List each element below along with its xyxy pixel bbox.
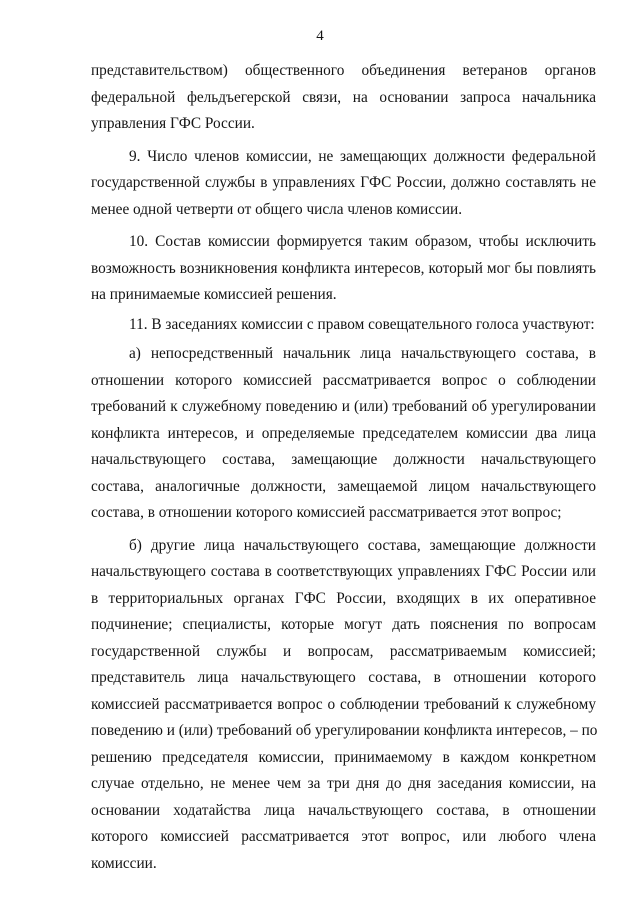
text-line: состава, аналогичные должности, замещаемой лицом начальствующего bbox=[91, 477, 596, 495]
text-line: поведению и (или) требований об урегулировании конфликта интересов, – по bbox=[91, 722, 598, 739]
text-line: основании ходатайства лица начальствующего состава, в отношении bbox=[91, 801, 596, 819]
text-line: 9. Число членов комиссии, не замещающих должности федеральной bbox=[129, 147, 596, 165]
paragraph-item-11a bbox=[91, 341, 596, 527]
text-line: подчинение; специалисты, которые могут дать пояснения по вопросам bbox=[91, 616, 596, 633]
text-line: на принимаемые комиссией решения. bbox=[91, 286, 337, 303]
page-number: 4 bbox=[316, 28, 324, 44]
text-line: в территориальных органах ГФС России, входящих в их оперативное bbox=[91, 589, 596, 607]
text-line: государственной службы и вопросам, рассматриваемым комиссией; bbox=[91, 642, 596, 660]
text-line: а) непосредственный начальник лица начальствующего состава, в bbox=[129, 345, 596, 362]
text-line: которого комиссией рассматривается этот вопрос, или любого члена bbox=[91, 828, 596, 845]
text-line: представительством) общественного объединения ветеранов органов bbox=[91, 62, 596, 79]
text-line: начальствующего состава, замещающие должности начальствующего bbox=[91, 451, 596, 468]
text-line: 11. В заседаниях комиссии с правом совещательного голоса участвуют: bbox=[129, 315, 595, 333]
text-line: случае отдельно, не менее чем за три дня до дня заседания комиссии, на bbox=[91, 775, 596, 792]
text-line: требований к служебному поведению и (или) требований об урегулировании bbox=[91, 398, 596, 415]
text-line: комиссии. bbox=[91, 854, 157, 872]
text-line: возможность возникновения конфликта интересов, который мог бы повлиять bbox=[91, 259, 596, 277]
text-line: менее одной четверти от общего числа членов комиссии. bbox=[91, 200, 463, 218]
text-line: комиссией рассматривается вопрос о соблюдении требований к служебному bbox=[91, 695, 596, 713]
paragraph-item-11b bbox=[91, 533, 596, 878]
text-line: б) другие лица начальствующего состава, замещающие должности bbox=[129, 536, 596, 554]
document-body bbox=[91, 58, 596, 877]
text-line: федеральной фельдъегерской связи, на основании запроса начальника bbox=[91, 88, 596, 106]
paragraph-item-11 bbox=[91, 312, 596, 339]
text-line: отношении которого комиссией рассматривается вопрос о соблюдении bbox=[91, 371, 596, 389]
paragraph-item-10 bbox=[91, 229, 596, 309]
text-line: управления ГФС России. bbox=[91, 115, 255, 132]
paragraph-item-9 bbox=[91, 144, 596, 224]
text-line: конфликта интересов, и определяемые председателем комиссии два лица bbox=[91, 424, 596, 442]
paragraph-continuation bbox=[91, 58, 596, 138]
text-line: начальствующего состава в соответствующих управлениях ГФС России или bbox=[91, 563, 596, 580]
text-line: 10. Состав комиссии формируется таким образом, чтобы исключить bbox=[129, 233, 596, 250]
text-line: государственной службы в управлениях ГФС России, должно составлять не bbox=[91, 174, 596, 191]
text-line: состава, в отношении которого комиссией рассматривается этот вопрос; bbox=[91, 504, 562, 521]
text-line: решению председателя комиссии, принимаемому в каждом конкретном bbox=[91, 748, 596, 766]
text-line: представитель лица начальствующего состава, в отношении которого bbox=[91, 669, 596, 686]
